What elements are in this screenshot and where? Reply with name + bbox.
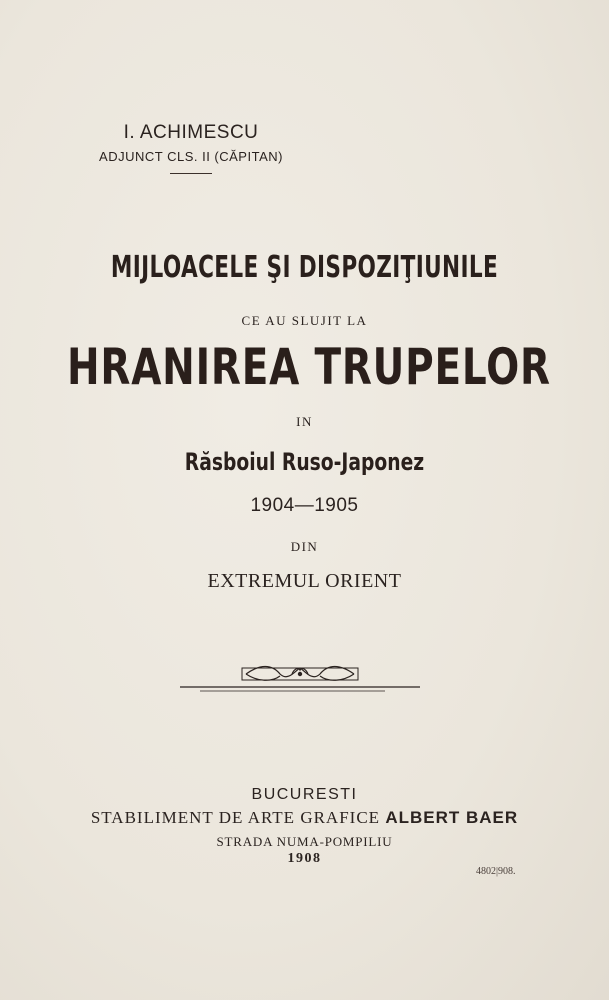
author-block xyxy=(96,122,286,174)
title-line-7: DIN xyxy=(290,539,319,554)
author-rank: ADJUNCT CLS. II (CĂPITAN) xyxy=(99,149,283,164)
city: BUCURESTI xyxy=(251,786,358,803)
print-number: 4802|908. xyxy=(476,866,516,877)
street: STRADA NUMA-POMPILIU xyxy=(216,834,393,849)
decorative-vignette-icon xyxy=(180,660,420,694)
title-line-2: CE AU SLUJIT LA xyxy=(241,313,368,328)
region: EXTREMUL ORIENT xyxy=(207,570,402,592)
main-title: HRANIREA TRUPELOR xyxy=(66,338,551,396)
author-divider xyxy=(170,173,212,174)
year: 1908 xyxy=(287,851,322,866)
title-line-1: MIJLOACELE ŞI DISPOZIŢIUNILE xyxy=(110,250,499,285)
title-line-4: IN xyxy=(296,414,313,429)
author-name: I. ACHIMESCU xyxy=(123,122,259,143)
publisher-prefix: STABILIMENT DE ARTE GRAFICE xyxy=(90,808,381,827)
war-title: Răsboiul Ruso-Japonez xyxy=(184,448,425,476)
years: 1904—1905 xyxy=(250,495,359,516)
publisher xyxy=(0,808,609,828)
publisher-name: ALBERT BAER xyxy=(385,808,519,827)
